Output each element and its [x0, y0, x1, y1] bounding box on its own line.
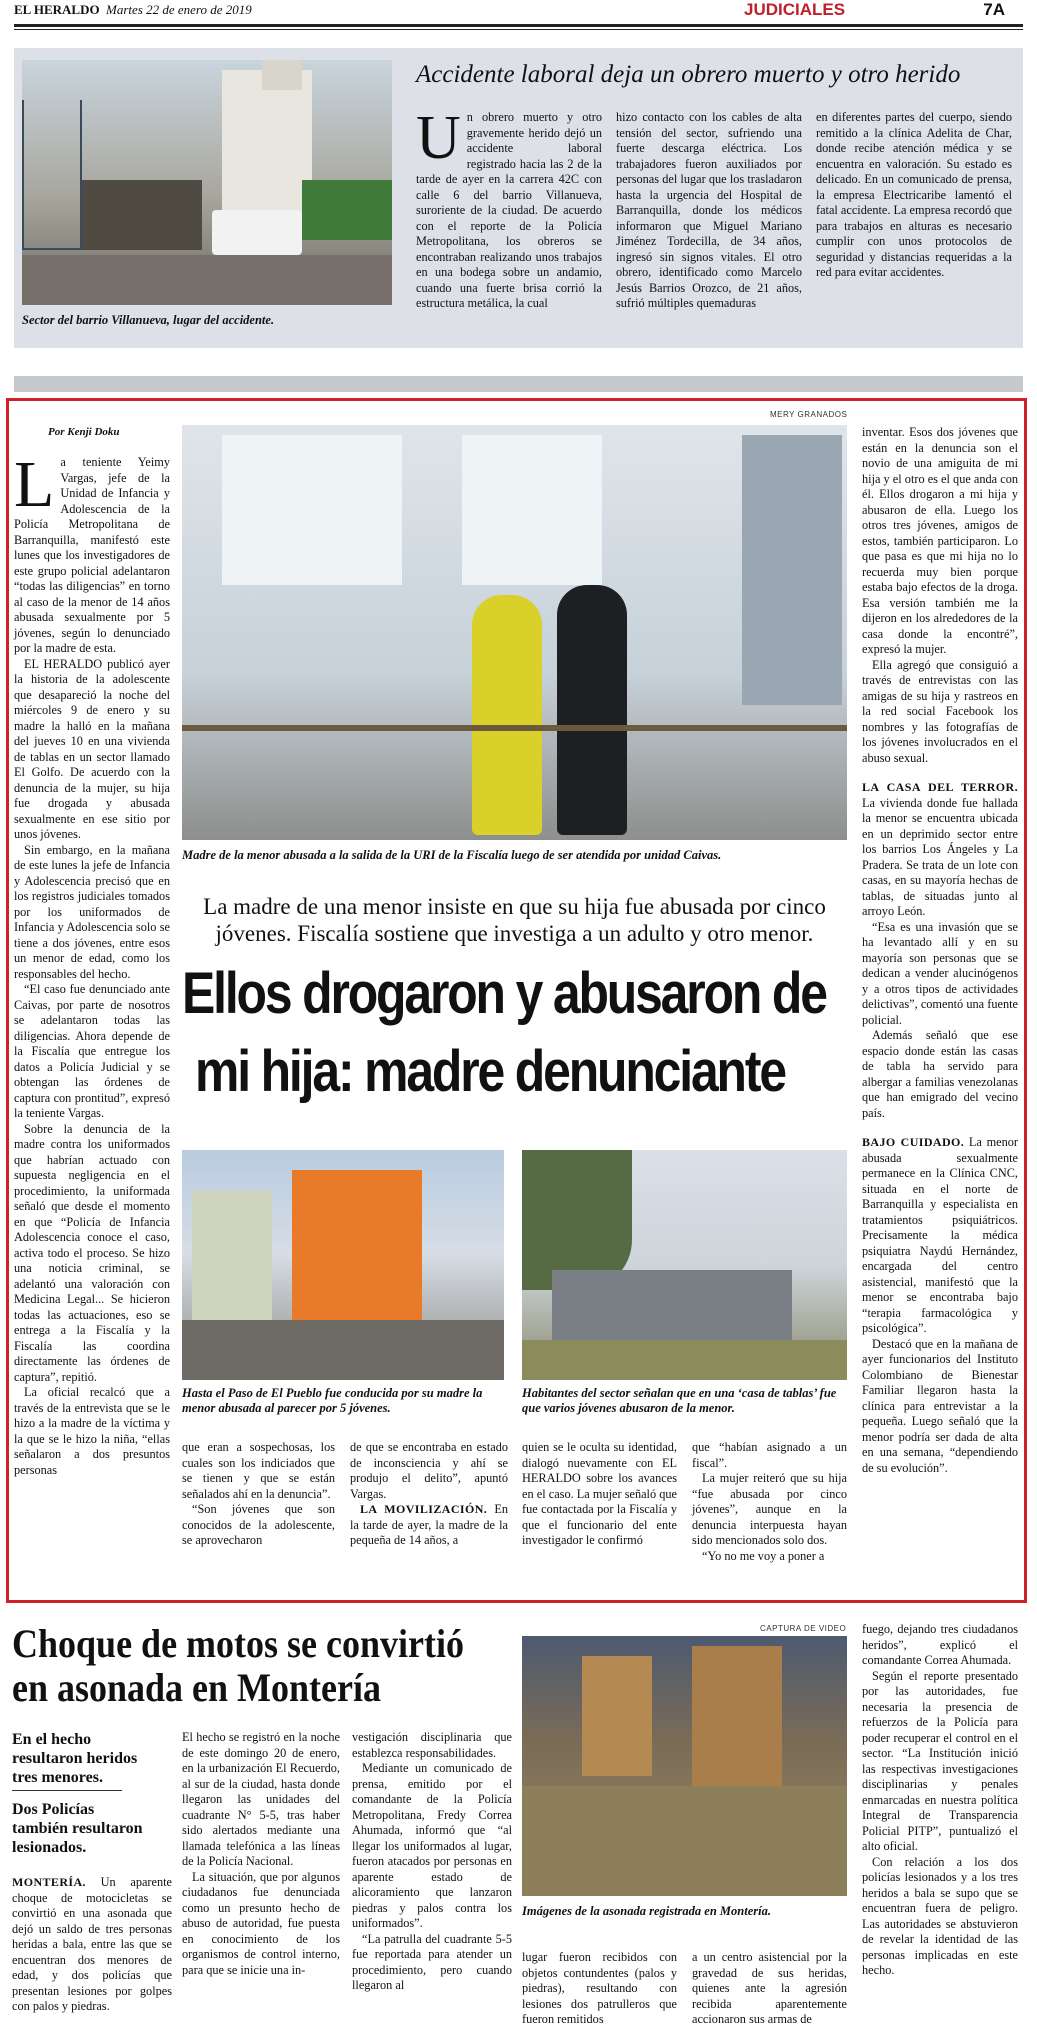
bottom-headline-line2: en asonada en Montería — [12, 1665, 381, 1710]
photo-credit: MERY GRANADOS — [770, 410, 848, 419]
school-photo — [182, 1150, 504, 1380]
issue-date: Martes 22 de enero de 2019 — [106, 2, 252, 17]
bottom-col4: que “habían asignado a un fiscal”. La mujer reiteró que su hija “fue abusada por cinco jóvenes”, aunque en la denuncia interpuesta hayan sido mencionados solo dos. “Yo no me voy a poner a — [692, 1440, 847, 1563]
top-story-headline: Accidente laboral deja un obrero muerto y otro herido — [416, 61, 961, 88]
accident-photo-caption: Sector del barrio Villanueva, lugar del accidente. — [22, 313, 275, 327]
school-photo-caption: Hasta el Paso de El Pueblo fue conducida por su madre la menor abusada al parecer por 5 jóvenes. — [182, 1386, 483, 1415]
main-photo-caption: Madre de la menor abusada a la salida de la URI de la Fiscalía luego de ser atendida por unidad Caivas. — [182, 848, 722, 862]
header-rule-thin — [14, 29, 1023, 30]
page-number: 7A — [983, 0, 1005, 19]
main-right-column: inventar. Esos dos jóvenes que están en la denuncia son el novio de una amiguita de mi hija y el otro es el que anda con él. Ellos drogaron a mi hija y abusaron de ella. Luego los otros tres jóvenes, amigos de estos, también participaron. Lo que pasa es que mi hija no lo recuerda muy bien porque estaba bajo efectos de la droga. Esa versión también me la dijeron en los alrededores de la casa donde la encontré”, expresó la mujer. Ella agregó que consiguió a través de entrevistas con las amigas de su hija y rastreos en la red social Facebook los nombres y las fotografías de los jóvenes involucrados en el abuso sexual. LA CASA DEL TERROR. La vivienda donde fue hallada la menor se encuentra ubicada en un deprimido sector entre los barrios Los Ángeles y La Pradera. Se trata de un lote con casas, en su mayoría hechas de tablas, de situadas junto al arroyo León. “Esa es una invasión que se ha levantado allí y en su mayoría son personas que se dedican a vender alucinógenos y a otros tipos de actividades delictivas”, comentó una fuente policial. Además señaló que ese espacio donde están las casas de tabla ha servido para albergar a familias venezolanas que han emigrado del vecino país. BAJO CUIDADO. La menor abusada sexualmente permanece en la Clínica CNC, situada en el norte de Barranquilla y especialista en tratamientos psiquiátricos. Precisamente la médica psiquiatra Naydú Hernández, encargada del centro asistencial, manifestó que la menor se encontraba bajo “terapia farmacológica y psicológica”. Destacó que en la mañana de ayer funcionarios del Instituto Colombiano de Bienestar Familiar llegaron hasta la clínica para entrevistar a la pequeña. Luego señaló que la menor podría ser dada de alta en una semana, “dependiendo de su evolución”. — [862, 425, 1018, 1475]
bottom-col2: de que se encontraba en estado de inconsciencia y ahí se produjo el delito”, apuntó Vargas. LA MOVILIZACIÓN. En la tarde de ayer, la madre de la pequeña de 14 años, a — [350, 1440, 508, 1547]
riot-photo-caption: Imágenes de la asonada registrada en Montería. — [522, 1904, 771, 1918]
main-headline-line2: mi hija: madre denunciante — [195, 1039, 785, 1104]
bottom-story-col4: lugar fueron recibidos con objetos contundentes (palos y piedras), resultando con lesiones dos patrulleros que fueron remitidos — [522, 1950, 677, 2026]
sidebar-rule — [12, 1790, 122, 1791]
main-headline-line1: Ellos drogaron y abusaron de — [182, 961, 826, 1026]
top-story-col3: en diferentes partes del cuerpo, siendo remitido a la clínica Adelita de Char, donde recibe atención médica y se encuentra en valoración. Su estado es delicado. En un comunicado de prensa, la empresa Electricaribe lamentó el fatal accidente. La empresa recordó que para trabajos en alturas es necesario cumplir con unos protocolos de seguridad y distancias requeridas a la red para evitar accidentes. — [816, 110, 1012, 279]
shack-photo-caption: Habitantes del sector señalan que en una ‘casa de tablas’ fue que varios jóvenes abusaron de la menor. — [522, 1386, 837, 1415]
bottom-headline-line1: Choque de motos se convirtió — [12, 1621, 464, 1666]
riot-video-still — [522, 1636, 847, 1896]
page-header — [14, 0, 1023, 22]
bottom-story-col5: a un centro asistencial por la gravedad de sus heridas, quienes ante la agresión recibida aparentemente accionaron sus armas de — [692, 1950, 847, 2026]
main-photo — [182, 425, 847, 840]
sidebar-note-1: En el hecho resultaron heridos tres menores. — [12, 1731, 138, 1786]
section-divider — [14, 376, 1023, 392]
dropcap: U — [416, 104, 461, 172]
subhead-bajo-cuidado: BAJO CUIDADO. — [862, 1135, 965, 1149]
header-rule — [14, 24, 1023, 27]
bottom-story-col3: vestigación disciplinaria que establezca responsabilidades. Mediante un comunicado de prensa, emitido por el comandante de la Policía Metropolitana, Fredy Correa Ahumada, informó que “al llegar los uniformados al lugar, fueron atacados por personas en aparente estado de alicoramiento que lanzaron piedras y palos contra los uniformados”. “La patrulla del cuadrante 5-5 fue reportada para atender un procedimiento, pero cuando llegaron al — [352, 1730, 512, 1992]
bottom-col1: que eran a sospechosas, los cuales son los indiciados que se tienen y que se están señalados ahí en la denuncia”. “Son jóvenes que son conocidos de la adolescente, se aprovecharon — [182, 1440, 335, 1547]
subhead-casa-terror: LA CASA DEL TERROR. — [862, 780, 1018, 794]
main-left-column: L a teniente Yeimy Vargas, jefe de la Unidad de Infancia y Adolescencia de la Policía Metropolitana de Barranquilla, manifestó este lunes que los investigadores de este grupo policial adelantaron “todas las diligencias” en torno al caso de la menor de 14 años abusada sexualmente por 5 jóvenes, según lo denunciado por la madre de esta. EL HERALDO publicó ayer la historia de la adolescente que desapareció la noche del miércoles 9 de enero y su madre la halló en la mañana del jueves 10 en una vivienda de tablas en un sector llamado El Golfo. De acuerdo con la denuncia de la mujer, su hija fue drogada y abusada sexualmente en ese sitio por unos jóvenes. Sin embargo, en la mañana de este lunes la jefe de Infancia y Adolescencia precisó que en los registros judiciales tomados por los uniformados de Infancia y Adolescencia solo se tiene a dos jóvenes, entre esos un menor de edad, como los responsables del hecho. “El caso fue denunciado ante Caivas, por parte de nosotros se adelantaron todas las diligencias. Ahora depende de la Fiscalía que entregue los datos a Policía Judicial y se obtengan las órdenes de captura con prontitud”, expresó la teniente Vargas. Sobre la denuncia de la madre contra los uniformados que habrían actuado con supuesta negligencia en el procedimiento, la uniformada señaló que desde el momento en que “Policía de Infancia Adolescencia conoce el caso, activa todo el proceso. Se hizo una noticia criminal, se adelantó una valoración con Medicina Legal... Se hicieron todas las actuaciones, eso se entrega a la Fiscalía y la Fiscalía las coordina directamente las órdenes de captura”, repitió. La oficial recalcó que a través de la entrevista que se le hizo a la madre de la víctima y la que se le hizo la niña, “ellas señalaron a dos presuntos personas — [14, 448, 170, 1477]
accident-photo — [22, 60, 392, 305]
top-story-col2: hizo contacto con los cables de alta tensión del sector, sufriendo una fuerte descarga eléctrica. Los trabajadores fueron auxiliados por personas del lugar que los trasladaron hasta la urgencia del Hospital de Barranquilla, donde los médicos informaron que Miguel Mariano Jiménez Tordecilla, de 34 años, ingresó sin signos vitales. El otro obrero, identificado como Marcelo Jesús Barrios Orozco, de 21 años, sufrió múltiples quemaduras — [616, 110, 802, 310]
bottom-col3: quien se le oculta su identidad, dialogó nuevamente con EL HERALDO sobre los avances en el caso. La mujer señaló que fue contactada por la Fiscalía y que el funcionario del ente investigador le confirmó — [522, 1440, 677, 1547]
bottom-story-col6: fuego, dejando tres ciudadanos heridos”, explicó el comandante Correa Ahumada. Según el reporte presentado por las autoridades, fue necesaria la presencia de refuerzos de la Policía para poder recuperar el control en el sector. “La Institución inició las respectivas investigaciones disciplinarias y penales enmarcadas en nuestra política Integral de Transparencia Policial PITP”, puntualizó el alto oficial. Con relación a los dos policías lesionados y a los tres heridos a bala se supo que se encuentran fuera de peligro. Las autoridades se abstuvieron de revelar la identidad de las personas implicadas en este hecho. — [862, 1622, 1018, 1977]
dateline: MONTERÍA. — [12, 1875, 86, 1889]
dropcap: L — [14, 448, 55, 521]
section-name: JUDICIALES — [744, 0, 846, 19]
newspaper-brand: EL HERALDO — [14, 2, 100, 17]
sidebar-note-2: Dos Policías también resultaron lesionados. — [12, 1801, 143, 1856]
byline: Por Kenji Doku — [48, 426, 120, 438]
story-deck: La madre de una menor insiste en que su hija fue abusada por cinco jóvenes. Fiscalía sostiene que investiga a un adulto y otro menor. — [203, 894, 826, 946]
video-credit: CAPTURA DE VIDEO — [760, 1624, 847, 1633]
shack-photo — [522, 1150, 847, 1380]
bottom-story-col1: MONTERÍA. Un aparente choque de motocicletas se convirtió en una asonada que dejó un saldo de tres personas heridas a bala, entre las que se encuentran dos menores de edad, y dos policías que presentan lesiones por golpes con palos y piedras. — [12, 1875, 173, 2013]
bottom-story-col2: El hecho se registró en la noche de este domingo 20 de enero, en la urbanización El Recuerdo, al sur de la ciudad, hasta donde llegaron las unidades del cuadrante N° 5-5, tras haber sido alertados mediante una llamada telefónica a las líneas de la Policía Nacional. La situación, que por algunos ciudadanos fue denunciada como un presunto hecho de abuso de autoridad, fue puesta en conocimiento de los organismos de control interno, para que se inicie una in- — [182, 1730, 340, 1977]
subhead-movilizacion: LA MOVILIZACIÓN. — [360, 1502, 488, 1516]
top-story-col1: Un obrero muerto y otro gravemente herido dejó un accidente laboral registrado hacia las 2 de la tarde de ayer en la carrera 42C con calle 6 del barrio Villanueva, suroriente de la ciudad. De acuerdo con el reporte de la Policía Metropolitana, los obreros se encontraban realizando unos trabajos en una bodega sobre un andamio, cuando una fuerte brisa corrió la estructura metálica, la cual — [416, 104, 602, 310]
